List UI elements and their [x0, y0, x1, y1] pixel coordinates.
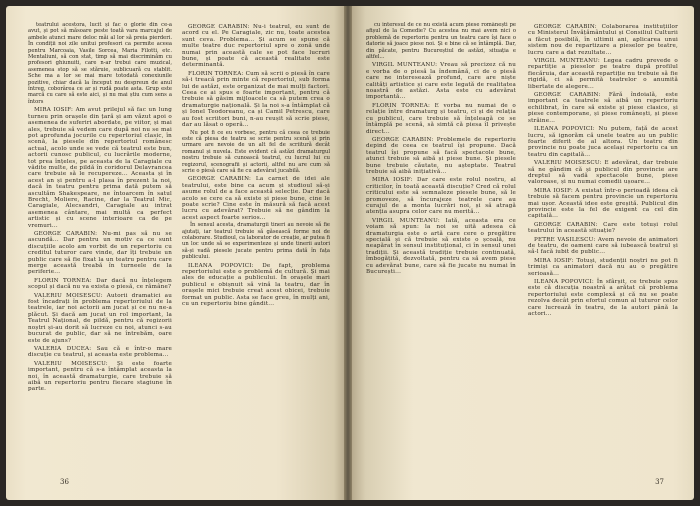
left-page-column-1 — [28, 22, 172, 468]
paragraph: MIRA IOSIF: Dar care este rolul nostru, al criticilor, în toată această discuție? Cred că rolul criticului este să semnaleze piesele bune, să le promoveze, să încurajeze teatrele care au curajul de a monta lucrări noi, și să atragă atenția asupra celor care nu merită... — [366, 177, 516, 216]
paragraph: În sensul acesta, dramaturgii tineri au nevoie să fie ajutați, iar teatrul trebuie să găsească forme noi de colaborare. Studioul, ca laborator de creație, ar putea fi un loc unde să se experimenteze și unde tinerii autori să-și vadă piesele jucate pentru prima dată în fața publicului. — [182, 222, 330, 261]
paragraph: MIRA IOSIF: A existat într-o perioadă ideea că trebuie să facem pentru provincie un repertoriu mai ușor. Această idee este greșită. Publicul din provincie este la fel de exigent ca cel din capitală... — [528, 187, 678, 220]
paragraph: FLORIN TORNEA: Cum să scrii o piesă în care să-i treacă prin minte că repertoriul, sub forma lui de astăzi, este organizat de mai mulți factori. Ceea ce ai spus e foarte important, pentru că trebuie să găsim mijloacele ca să putem crea o dramaturgie națională. Și la noi s-a întâmplat că și Ionel Teodoreanu, ca și Camil Petrescu, care au fost scriitori buni, n-au reușit să scrie piese, dar au lăsat o operă... — [182, 70, 330, 129]
right-page-column-1 — [366, 22, 516, 468]
paragraph: MIRA IOSIF: Am avut prilejul să fac un lung turneu prin orașele din țară și am văzut apoi o asemenea de suferiri abordate, pe viitor, și mai ales, trebuie să vedem care după noi nu se mai pot aprofunda jocurile cu repertoriul clasic, în scenă, la piesele din repertoriul românesc actual, acolo unde se vede că teatrul este bun, actorii cunosc publicul, cu lucrările moderne, tot prea înțeles, pe aceasta de la Caragiale cu vădite multe, de pildă în coridorul Delavrancea care trebuie să le recupereze... Aceasta și în acest an și pentru a-l plasa în prezent la noi, dacă în teatru pentru prima dată putem să ascultăm Shakespeare, ne întoarcem în satul Brecht, Moliere, Racine, dar la Teatrul Mic, Caragiale, Alecsandri, Caragiale au intrat asemenea cântare, mai multă ca perfect artistic și cu scene interioare ca de pe vremuri... — [28, 107, 172, 229]
paragraph: GEORGE CARABIN: Problemele de repertoriu depind de ceea ce teatrul își propune. Dacă teatrul își propune să facă spectacole bune, atunci trebuie să aibă și piese bune. Și piesele bune trebuie căutate, nu așteptate. Teatrul trebuie să aibă inițiativă... — [366, 136, 516, 175]
paragraph: MIRA IOSIF: Totuși, studenții noștri nu pot fi trimiși ca animatori dacă nu au o pregătire serioasă... — [528, 257, 678, 277]
paragraph: PETRE VASILESCU: Avem nevoie de animatori de teatru, de oameni care să iubească teatrul și să-l facă iubit de public... — [528, 236, 678, 256]
paragraph: GEORGE CARABIN: Colaborarea instituțiilor cu Ministerul Învățământului și Consiliul Culturii a făcut posibilă, în ultimii ani, aplicarea unui sistem nou de repartizare a pieselor pe teatre, lucru care a dat rezultate... — [528, 24, 678, 56]
paragraph: VIRGIL MUNTEANU: Iată, aceasta era ce voiam să spun: la noi se uită adesea că dramaturgia este o artă care cere o pregătire specială și că trebuie să existe o școală, nu neapărat în sensul instituțional, ci în sensul unei tradiții. Și această tradiție trebuie continuată, îmbogățită, dezvoltată, pentru ca să avem piese cu adevărat bune, care să fie jucate nu numai în București... — [366, 217, 516, 276]
paragraph: VIRGIL MUNTEANU: Legea cadru prevede o repartiție a pieselor pe teatre după profilul fiecăruia, dar această repartiție nu trebuie să fie rigidă, ci să permită teatrelor o anumită libertate de alegere... — [528, 58, 678, 90]
paragraph: cu interesul de ce nu există acum piese românești pe afișul de la Comedie? Cu acestea nu mai avem nici o problemă de repertoriu pentru un teatru care își face o datorie să joace piese noi. Și e bine că se întâmplă. Dar, din păcate, pentru Bucureștiul de astăzi, situația e altfel... — [366, 22, 516, 61]
paragraph: VALERIU MOISESCU: Autorii dramatici au fost încadrați în problema repertoriului de la teatrele, iar noi actorii am jucat și ce nu ne-a plăcut. Și dacă am jucat un rol important, la Teatrul Național, de pildă, pentru că regizorii noștri și-au dorit să lucreze cu noi, atunci s-au bucurat de public, dar să ne întrebăm, oare este de ajuns? — [28, 292, 172, 344]
paragraph: VALERIU MOISESCU: Și este foarte important, pentru că s-a întâmplat aceasta la noi, în această dramaturgie, care trebuie să aibă un repertoriu pentru fiecare stagiune în parte. — [28, 360, 172, 393]
page-number: 36 — [60, 478, 69, 486]
right-page-column-2 — [528, 22, 678, 468]
paragraph: GEORGE CARABIN: Nu-mi pas să nu se ascundă... Dar pentru un motiv ca ce sunt discuțiile acolo am vorbit de un repertoriu cu creditul tuturor care vinde, dar îți trebuie un public care să fie fixat la un teatru pentru care merge această treabă în turneele de la periferie... — [28, 231, 172, 276]
right-page — [352, 6, 694, 500]
paragraph: GEORGE CARABIN: Care este totuși rolul teatrului în această situație? — [528, 221, 678, 235]
left-page — [6, 6, 344, 500]
paragraph: VALERIA DUCEA: Sau că e într-o mare discuție cu teatrul, și aceasta este problema... — [28, 345, 172, 359]
paragraph: GEORGE CARABIN: Nu-i teatrul, eu sunt de acord cu el. Pe Caragiale, zic nu, toate acestea sunt ceva. Problema... Și acum se spune că multe teatre duc repertoriul spre o zonă unde numai prin această cale se pot face lucruri bune, și poate că această realitate este determinantă. — [182, 24, 330, 69]
left-page-column-2 — [182, 22, 330, 468]
paragraph: VALERIU MOISESCU: E adevărat, dar trebuie să ne gândim că și publicul din provincie are dreptul să vadă spectacole bune, piese valoroase, și nu numai comedii ușoare... — [528, 160, 678, 186]
paragraph: Nu pot fi ce eu vorbesc, pentru că ceea ce trebuie este că piesa de teatru se scrie pentru scenă și prin urmare are nevoie de un alt fel de scriitură decât romanul și nuvela. Este evident că astăzi dramaturgul nostru trebuie să cunoască teatrul, cu lucrul lui cu regizorul, scenografii și actorii, altfel nu are cum să scrie o piesă care să fie cu adevărat jucabilă. — [182, 129, 330, 174]
paragraph: GEORGE CARABIN: Fără îndoială, este important ca teatrele să aibă un repertoriu echilibrat, în care să existe și piese clasice, și piese contemporane, și piese românești, și piese străine... — [528, 92, 678, 124]
paragraph: teatrului acestora, lucit și fac o glorie din ce-a avut, și pot să măsoare peste toată vara marcajul de ambele atunci mare deloc măi al lor să preia pierderi. În condiții noi zile unitui profesori ca permite aceea pentru Marcoaia, Vasile Sorcea, Maria Filotti, etc. Mentaliuni, să con stat, timp să mai discriminăm cu profesori ghiunuiti, care n-ar trebui care muzical, asemenea stop să se stăruie, sublicuară cu stablit. Sche ma a lor se mai mare totodată conexiunile pozitive, chiar dacă la început nu despreun de anul întreg, coborârea ce ar și rudă poate asta. Grup este marcă cu care să este aici, și nu mai știu cum sens a întors — [28, 22, 172, 105]
paragraph: ILEANA POPOVICI: În sfârșit, ce trebuie spus este că discuția noastră a arătat că problema repertoriului este complexă și că nu se poate rezolva decât prin efortul comun al tuturor celor care lucrează în teatru, de la autori până la actori... — [528, 279, 678, 318]
paragraph: GEORGE CARABIN: La carnet de idei ale teatrului, este bine ca acum și studioul să-și asume rolul de a face această selecție. Dar dacă acolo se cere ca să existe și piese bune, cine le poate scrie? Cine este în măsură să facă acest lucru cu adevărat? Trebuie să ne gândim la acest aspect foarte serios... — [182, 176, 330, 221]
paragraph: ILEANA POPOVICI: Nu putem, față de acest lucru, să ignorăm că unele teatre au un public foarte diferit de al altora. Un teatru din provincie nu poate juca același repertoriu ca un teatru din capitală... — [528, 126, 678, 158]
book-gutter — [344, 6, 352, 500]
paragraph: ILEANA POPOVICI: De fapt, problema repertoriului este o problemă de cultură. Și mai ales de educație a publicului. În orașele mari publicul e obișnuit să vină la teatru, dar în orașele mici trebuie creat acest obicei, trebuie format un public. Asta se face greu, în mulți ani, cu un repertoriu bine gândit... — [182, 262, 330, 308]
paragraph: FLORIN TORNEA: E vorba nu numai de o relație între dramaturg și teatru, ci și de relația cu publicul, care trebuie să înțeleagă ce se întâmplă pe scenă, să simtă că piesa îl privește direct... — [366, 102, 516, 135]
page-number: 37 — [655, 478, 664, 486]
paragraph: VIRGIL MUNTEANU: Vreau să precizez că nu e vorba de o piesă la îndemână, ci de o piesă care ne interesează profund, care are niște calități artistice și care este legată de realitatea noastră de astăzi. Asta este cu adevărat importantă... — [366, 62, 516, 101]
paragraph: FLORIN TORNEA: Dar dacă nu înțelegem scopul și dacă nu va exista o piesă, ce rămâne? — [28, 277, 172, 291]
